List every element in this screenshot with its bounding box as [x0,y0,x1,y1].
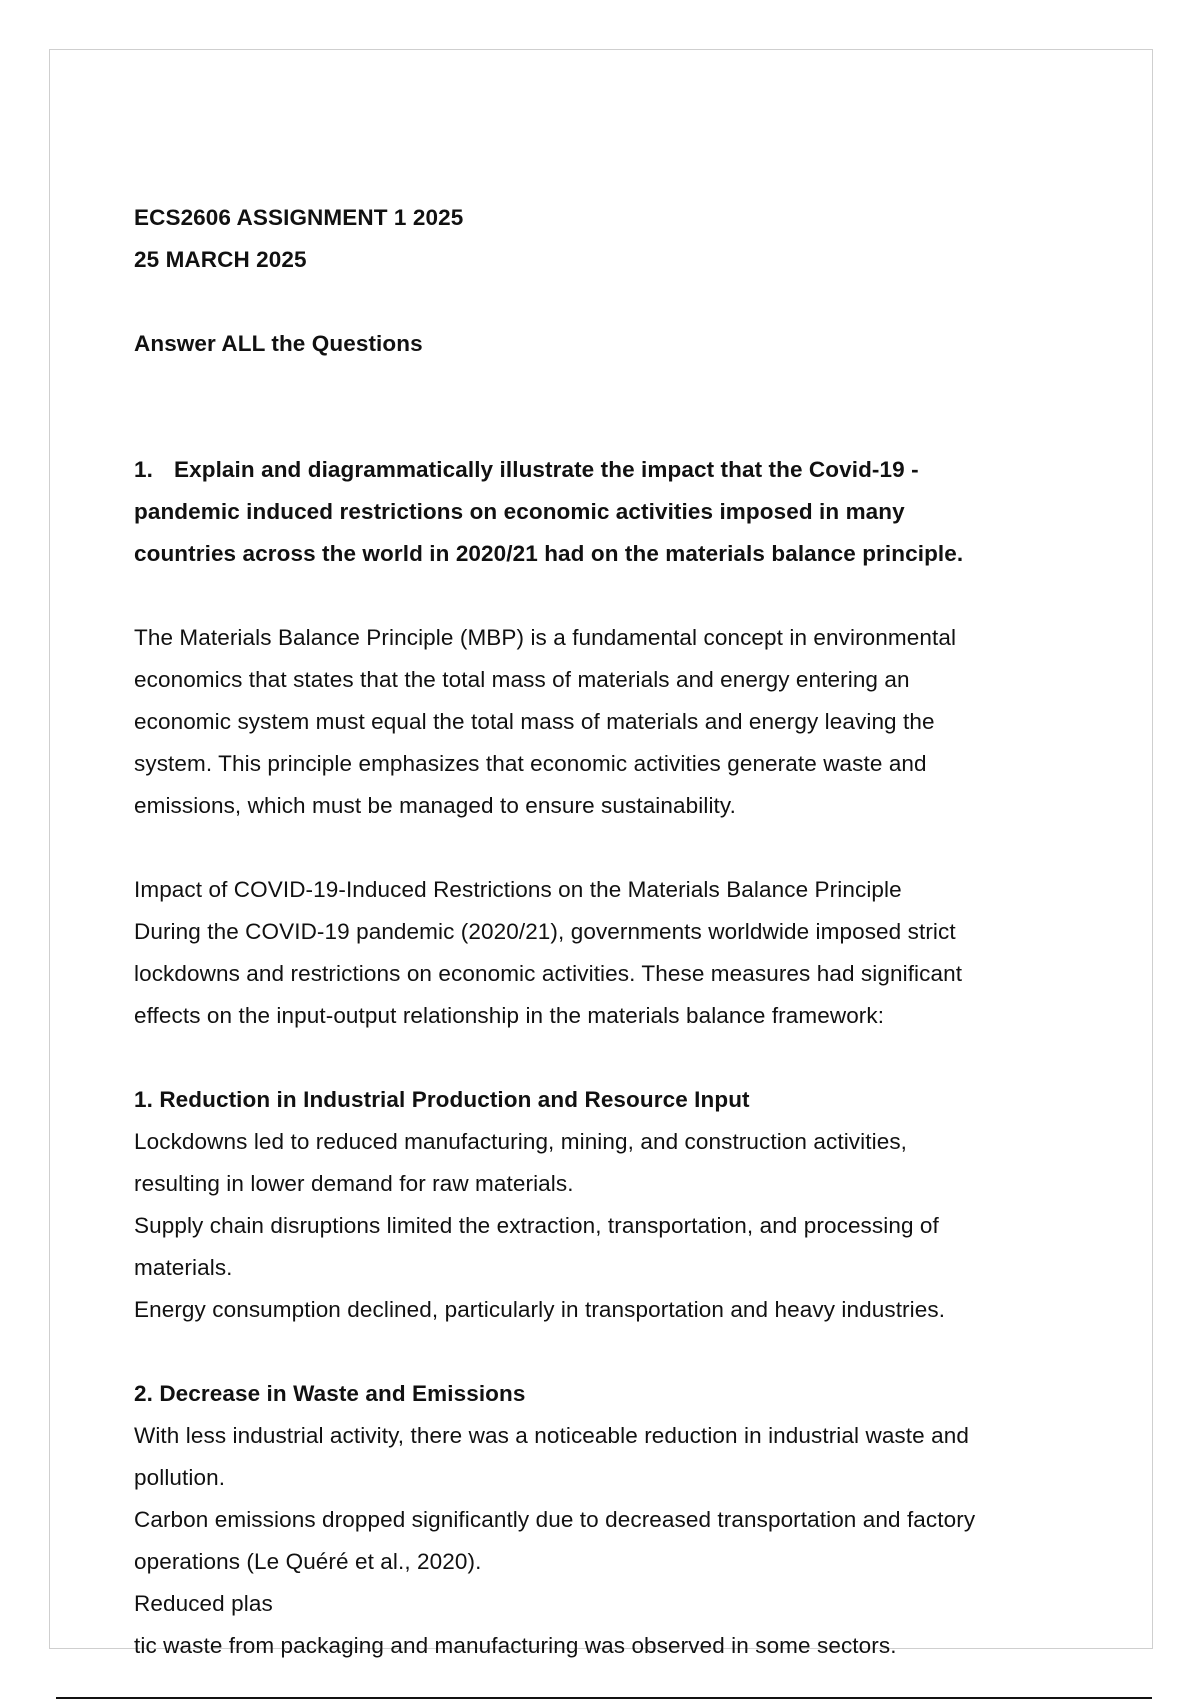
section-1 [134,1079,1114,1331]
impact-paragraph [134,869,1114,1037]
question-1 [134,449,1114,491]
paragraph-line: emissions, which must be managed to ensure sustainability. [134,793,736,818]
intro-paragraph [134,617,1114,827]
paragraph-line: During the COVID-19 pandemic (2020/21), governments worldwide imposed strict [134,919,956,944]
paragraph-line: lockdowns and restrictions on economic activities. These measures had significant [134,961,963,986]
paragraph-line: The Materials Balance Principle (MBP) is a fundamental concept in environmental [134,625,957,650]
section-line: materials. [134,1255,233,1280]
section-line: Supply chain disruptions limited the extraction, transportation, and processing of [134,1213,939,1238]
assignment-instruction: Answer ALL the Questions [134,331,423,356]
section-line: Energy consumption declined, particularly in transportation and heavy industries. [134,1297,946,1322]
paragraph-line: economic system must equal the total mass of materials and energy leaving the [134,709,935,734]
question-1-number: 1. [134,457,153,482]
document-page [49,49,1153,1658]
section-line: Reduced plas [134,1591,273,1616]
question-1-line: Explain and diagrammatically illustrate the impact that the Covid-19 - [174,457,919,482]
question-1-line: countries across the world in 2020/21 had on the materials balance principle. [134,541,964,566]
section-line: pollution. [134,1465,226,1490]
document-body [134,197,1114,1667]
section-line: With less industrial activity, there was a noticeable reduction in industrial waste and [134,1423,969,1448]
paragraph-line: Impact of COVID-19-Induced Restrictions on the Materials Balance Principle [134,877,902,902]
paragraph-line: system. This principle emphasizes that economic activities generate waste and [134,751,927,776]
assignment-title: ECS2606 ASSIGNMENT 1 2025 [134,205,464,230]
paragraph-line: economics that states that the total mass of materials and energy entering an [134,667,910,692]
section-line: tic waste from packaging and manufacturing was observed in some sectors. [134,1633,897,1658]
section-line: operations (Le Quéré et al., 2020). [134,1549,482,1574]
paragraph-line: effects on the input-output relationship in the materials balance framework: [134,1003,885,1028]
section-1-heading: 1. Reduction in Industrial Production and Resource Input [134,1087,750,1112]
assignment-date: 25 MARCH 2025 [134,247,307,272]
section-2 [134,1373,1114,1667]
section-line: resulting in lower demand for raw materials. [134,1171,574,1196]
page-bottom-divider [56,1697,1152,1699]
section-line: Lockdowns led to reduced manufacturing, mining, and construction activities, [134,1129,908,1154]
section-line: Carbon emissions dropped significantly due to decreased transportation and factory [134,1507,976,1532]
section-2-heading: 2. Decrease in Waste and Emissions [134,1381,526,1406]
question-1-line: pandemic induced restrictions on economic activities imposed in many [134,499,905,524]
